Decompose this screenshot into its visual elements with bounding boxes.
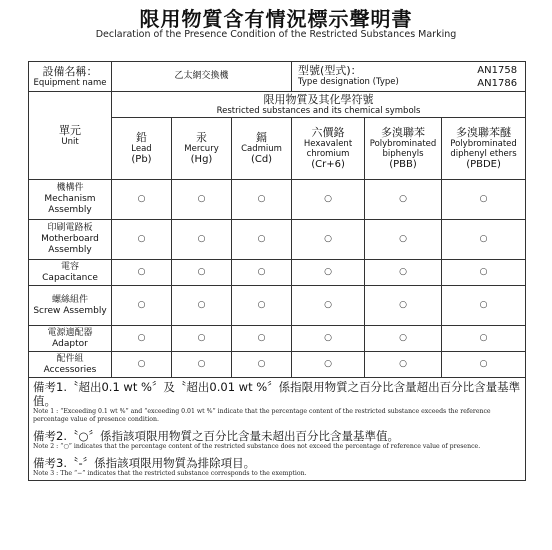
cell-value: ○ <box>292 260 365 286</box>
type-designation-label: 型號(型式)： <box>298 63 362 77</box>
table-row <box>29 260 526 286</box>
type-designation-cell <box>292 62 526 92</box>
notes-row <box>29 378 526 481</box>
cell-value: ○ <box>365 260 442 286</box>
table-row <box>29 326 526 352</box>
cell-value: ○ <box>172 220 232 260</box>
row-label: 印刷電路板 Motherboard Assembly <box>29 220 112 260</box>
cell-value: ○ <box>112 180 172 220</box>
cell-value: ○ <box>442 326 526 352</box>
notes-block <box>29 378 526 481</box>
cell-value: ○ <box>232 260 292 286</box>
cell-value: ○ <box>112 286 172 326</box>
cell-value: ○ <box>292 326 365 352</box>
cell-value: ○ <box>232 352 292 378</box>
cell-value: ○ <box>292 352 365 378</box>
type-value: AN1786 <box>477 77 518 89</box>
page-subtitle: Declaration of the Presence Condition of the Restricted Substances Marking <box>95 29 457 40</box>
cell-value: ○ <box>442 260 526 286</box>
cell-value: ○ <box>232 326 292 352</box>
note-1-zh: 備考1.〝超出0.1 wt %〞及〝超出0.01 wt %〞係指限用物質之百分比含量超出百分比含量基準值。 <box>33 380 521 408</box>
cell-value: ○ <box>292 180 365 220</box>
cell-value: ○ <box>232 286 292 326</box>
column-header-lead: 鉛 Lead (Pb) <box>112 118 172 180</box>
row-label: 機構件 Mechanism Assembly <box>29 180 112 220</box>
note-3-zh: 備考3.〝-〞係指該項限用物質為排除項目。 <box>33 456 256 470</box>
note-2-zh: 備考2.〝○〞係指該項限用物質之百分比含量未超出百分比含量基準值。 <box>33 429 400 443</box>
cell-value: ○ <box>442 220 526 260</box>
unit-header: 單元 Unit <box>29 92 112 180</box>
table-row <box>29 220 526 260</box>
note-1-en: Note 1 : “Exceeding 0.1 wt %” and “exceeding 0.01 wt %” indicate that the percentage content of the restricted substance exceeds the reference percentage value of presence condition. <box>33 408 491 423</box>
equipment-name-label: 設備名稱： Equipment name <box>29 62 112 92</box>
cell-value: ○ <box>442 286 526 326</box>
column-header-hexavalent-chromium: 六價鉻 Hexavalent chromium (Cr+6) <box>292 118 365 180</box>
column-header-pbb: 多溴聯苯 Polybrominated biphenyls (PBB) <box>365 118 442 180</box>
column-header-pbde: 多溴聯苯醚 Polybrominated diphenyl ethers (PBDE) <box>442 118 526 180</box>
equipment-row <box>29 62 526 92</box>
table-row <box>29 286 526 326</box>
cell-value: ○ <box>172 286 232 326</box>
cell-value: ○ <box>232 180 292 220</box>
cell-value: ○ <box>292 286 365 326</box>
cell-value: ○ <box>172 326 232 352</box>
cell-value: ○ <box>365 286 442 326</box>
type-value: AN1758 <box>477 64 518 76</box>
cell-value: ○ <box>112 352 172 378</box>
cell-value: ○ <box>292 220 365 260</box>
cell-value: ○ <box>365 352 442 378</box>
note-3-en: Note 3 : The “−” indicates that the restricted substance corresponds to the exemption. <box>33 470 307 477</box>
cell-value: ○ <box>365 220 442 260</box>
restricted-substances-table <box>28 61 526 481</box>
column-header-cadmium: 鎘 Cadmium (Cd) <box>232 118 292 180</box>
cell-value: ○ <box>365 180 442 220</box>
note-2-en: Note 2 : “○” indicates that the percentage content of the restricted substance does not exceed the percentage of reference value of presence. <box>33 443 481 450</box>
page-title: 限用物質含有情況標示聲明書 <box>139 7 413 31</box>
column-header-mercury: 汞 Mercury (Hg) <box>172 118 232 180</box>
table-row <box>29 180 526 220</box>
cell-value: ○ <box>172 260 232 286</box>
row-label: 螺絲組件 Screw Assembly <box>29 286 112 326</box>
substances-group-header: 限用物質及其化學符號 Restricted substances and its chemical symbols <box>112 92 526 118</box>
cell-value: ○ <box>112 220 172 260</box>
cell-value: ○ <box>112 326 172 352</box>
cell-value: ○ <box>112 260 172 286</box>
table-row <box>29 352 526 378</box>
cell-value: ○ <box>442 180 526 220</box>
type-designation-label-en: Type designation (Type) <box>298 76 399 87</box>
row-label: 電容 Capacitance <box>29 260 112 286</box>
cell-value: ○ <box>172 352 232 378</box>
row-label: 電源適配器 Adaptor <box>29 326 112 352</box>
row-label: 配件組 Accessories <box>29 352 112 378</box>
cell-value: ○ <box>442 352 526 378</box>
cell-value: ○ <box>365 326 442 352</box>
cell-value: ○ <box>172 180 232 220</box>
cell-value: ○ <box>232 220 292 260</box>
equipment-name-value: 乙太網交換機 <box>112 62 292 92</box>
